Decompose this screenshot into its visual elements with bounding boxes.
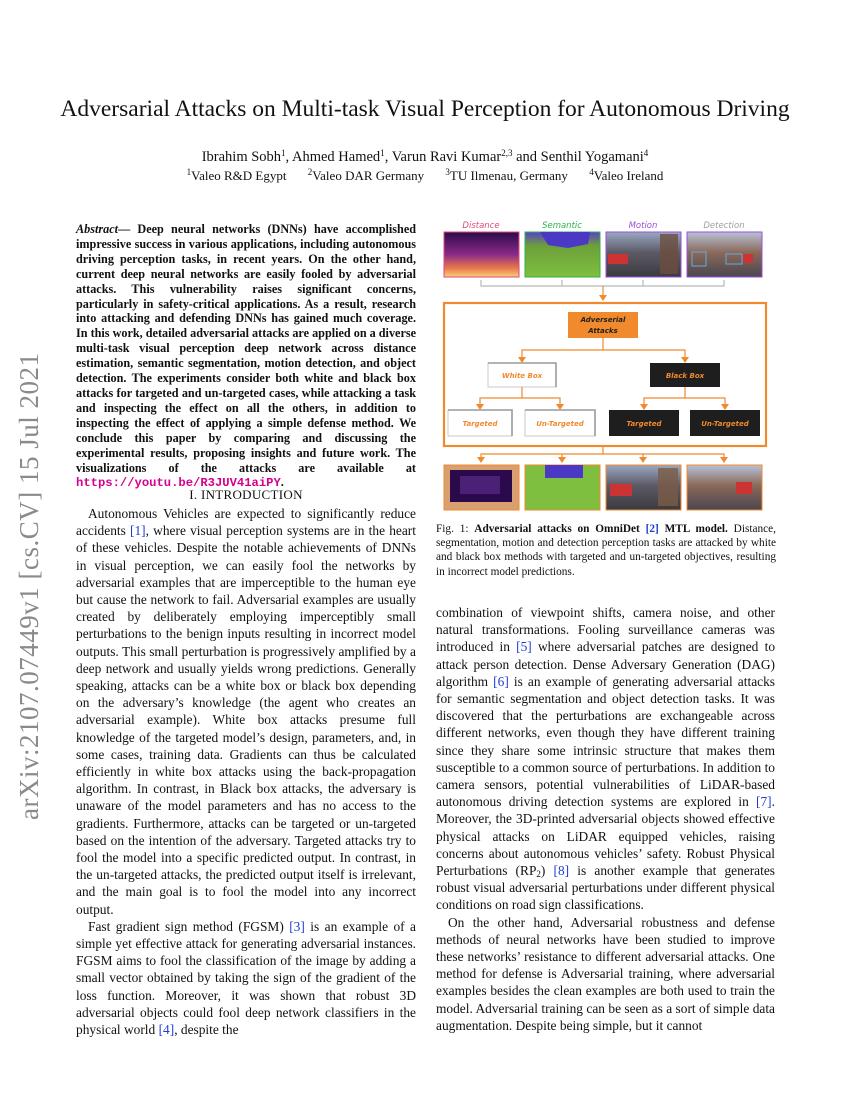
figure-1 [440,214,775,514]
image-detection-attacked [687,465,762,510]
figure-1-caption: Fig. 1: Adversarial attacks on OmniDet [2] MTL model. Distance, segmentation, motion and detection perception tasks are attacked by white and black box methods with targeted and un-targeted objectives, resulting in incorrect model predictions. [436,523,777,578]
top-label-semantic: Semantic [542,221,582,231]
paragraph: Fast gradient sign method (FGSM) [3] is an example of a simple yet effective attack for generating adversarial instances. FGSM aims to fool the classification of the image by adding a small vector obtained by taking the sign of the gradient of the loss function. Moreover, it was shown that robust 3D adversarial objects could fool deep network classifiers in the physical world [4], despite the [76,918,417,1038]
author-list: Ibrahim Sobh$^1$, Ahmed Hamed$^1$, Varun Ravi Kumar$^{2,3}$ and Senthil Yogamani$^4$ [201,148,649,165]
wb-targeted-label: Targeted [462,420,498,428]
author-name: Ahmed Hamed [292,149,381,165]
citation-link[interactable]: [3] [289,918,305,934]
affiliation: $^4$Valeo Ireland [589,167,664,183]
author-name: Varun Ravi Kumar [391,149,502,165]
white-box-label: White Box [501,372,543,380]
wb-untargeted-label: Un-Targeted [536,420,584,428]
affiliation-list [60,168,790,184]
paragraph: Autonomous Vehicles are expected to significantly reduce accidents [1], where visual perception systems are in the heart of these vehicles. Despite the notable achievements of DNNs in visual perception, we can easily fool the networks by adversarial examples that are imperceptible to the human eye but cause the network to fail. Adversarial examples are usually created by deliberately employing imperceptibly small perturbations to the benign inputs resulting in incorrect model outputs. This small perturbation is progressively amplified by a deep network and usually yields wrong predictions. Generally speaking, attacks can be a white box or black box depending on the adversary’s knowledge (the agent who creates an adversarial example). White box attacks presume full knowledge of the targeted model’s design, parameters, and, in some cases, training data. Gradients can thus be calculated efficiently in white box attacks using the back-propagation algorithm. In contrast, in Black box attacks, the adversary is unaware of the model parameters and has no access to the gradients. Furthermore, attacks can be targeted or un-targeted based on the intention of the adversary. Targeted attacks try to fool the model into a specific predicted output. In contrast, in the un-targeted attacks, the predicted output itself is irrelevant, and the main goal is to fool the model into any incorrect output. [76,506,416,917]
image-semantic-clean [525,232,600,277]
right-column-body [436,604,775,1034]
image-distance-clean [444,232,519,277]
citation-link[interactable]: [1] [130,523,146,539]
author-name: Senthil Yogamani [540,149,644,165]
paragraph: combination of viewpoint shifts, camera noise, and other natural transformations. Fooling surveillance cameras was introduced in [5] where adversarial patches are designed to attack person detection. Dense Adversary Generation (DAG) algorithm [6] is an example of generating adversarial attacks for semantic segmentation and object detection tasks. It was discovered that the perturbations are exchangeable across different networks, even though they have different training since they share some intrinsic structure that makes them susceptible to a common source of perturbations. In addition to camera sensors, potential vulnerabilities of LiDAR-based autonomous driving detection systems are explored in [7]. Moreover, the 3D-printed adversarial objects showed effective physical attacks on LiDAR equipped vehicles, raising concerns about autonomous vehicles’ safety. Robust Physical Perturbations $(RP_2)$ [8] is another example that generates robust visual adversarial perturbations under different physical conditions on road sign classifications. [436,605,776,913]
top-label-detection: Detection [703,221,745,231]
citation-link[interactable]: [8] [553,863,570,879]
adversarial-attacks-label-line2: Attacks [588,327,618,335]
image-motion-attacked [606,465,681,510]
citation-link[interactable]: [4] [158,1022,175,1038]
abstract-label: Abstract [76,222,118,236]
paragraph: On the other hand, Adversarial robustness and defense methods of neural networks have been studied to improve these networks’ resistance to different adversarial attacks. One method for defense is Adversarial training, where adversarial examples besides the clean examples are both used to train the model. Adversarial training can be seen as a sort of simple data augmentation. Despite being simple, but it cannot [436,914,775,1033]
citation-link[interactable]: [6] [493,673,509,689]
affiliation: $^2$Valeo DAR Germany [307,167,425,183]
citation-link[interactable]: [2] [645,523,659,535]
video-link[interactable]: https://youtu.be/R3JUV41aiPY [76,476,281,491]
citation-link[interactable]: [5] [516,639,532,655]
author-affil-sup: 1 [380,148,385,158]
author-affil-sup: 2,3 [501,148,513,158]
top-label-motion: Motion [628,221,658,231]
black-box-label: Black Box [665,372,705,380]
bb-targeted-label: Targeted [626,420,662,428]
adversarial-attacks-label-line1: Adverserial [580,316,626,324]
author-affil-sup: 4 [643,148,649,158]
image-motion-clean [606,232,681,277]
bb-untargeted-label: Un-Targeted [701,420,749,428]
arxiv-identifier: arXiv:2107.07449v1 [cs.CV] 15 Jul 2021 [14,352,44,820]
author-conjunction: and [516,149,538,165]
affiliation: $^1$Valeo R&D Egypt [186,167,287,183]
left-column-body [76,505,416,1038]
abstract: Abstract— Deep neural networks (DNNs) have accomplished impressive success in various applications, including autonomous driving perception tasks, in recent years. On the other hand, current deep neural networks are easily fooled by adversarial attacks. This vulnerability raises significant concerns, particularly in safety-critical applications. As a result, research into attacking and defending DNNs has gained much coverage. In this work, detailed adversarial attacks are applied on a diverse multi-task visual perception deep network across distance estimation, semantic segmentation, motion detection, and object detection. The experiments consider both white and black box attacks for targeted and un-targeted cases, while attacking a task and inspecting the effect on all the others, in addition to inspecting the effect of applying a simple defense method. We conclude this paper by comparing and discussing the experimental results, proposing insights and future work. The visualizations of the attacks are available at https://youtu.be/R3JUV41aiPY. [76,222,417,491]
author-name: Ibrahim Sobh [201,149,282,165]
abstract-text: Deep neural networks (DNNs) have accomplished impressive success in various applications, including autonomous driving perception tasks, in recent years. On the other hand, current deep neural networks are easily fooled by adversarial attacks. This vulnerability raises significant concerns, particularly in safety-critical applications. As a result, research into attacking and defending DNNs has gained much coverage. In this work, detailed adversarial attacks are applied on a diverse multi-task visual perception deep network across distance estimation, semantic segmentation, motion detection, and object detection. The experiments consider both white and black box attacks for targeted and un-targeted cases, while attacking a task and inspecting the effect on all the others, in addition to inspecting the effect of applying a simple defense method. We conclude this paper by comparing and discussing the experimental results, proposing insights and future work. The visualizations of the attacks are available at [76,222,417,475]
image-detection-clean [687,232,762,277]
citation-link[interactable]: [7] [756,794,772,810]
author-affil-sup: 1 [281,148,286,158]
top-label-distance: Distance [462,221,500,231]
image-semantic-attacked [525,465,600,510]
image-distance-attacked [444,465,519,510]
affiliation: $^3$TU Ilmenau, Germany [445,167,568,183]
paper-title: Adversarial Attacks on Multi-task Visual Perception for Autonomous Driving [60,96,790,122]
section-heading-introduction: I. INTRODUCTION [189,487,303,502]
